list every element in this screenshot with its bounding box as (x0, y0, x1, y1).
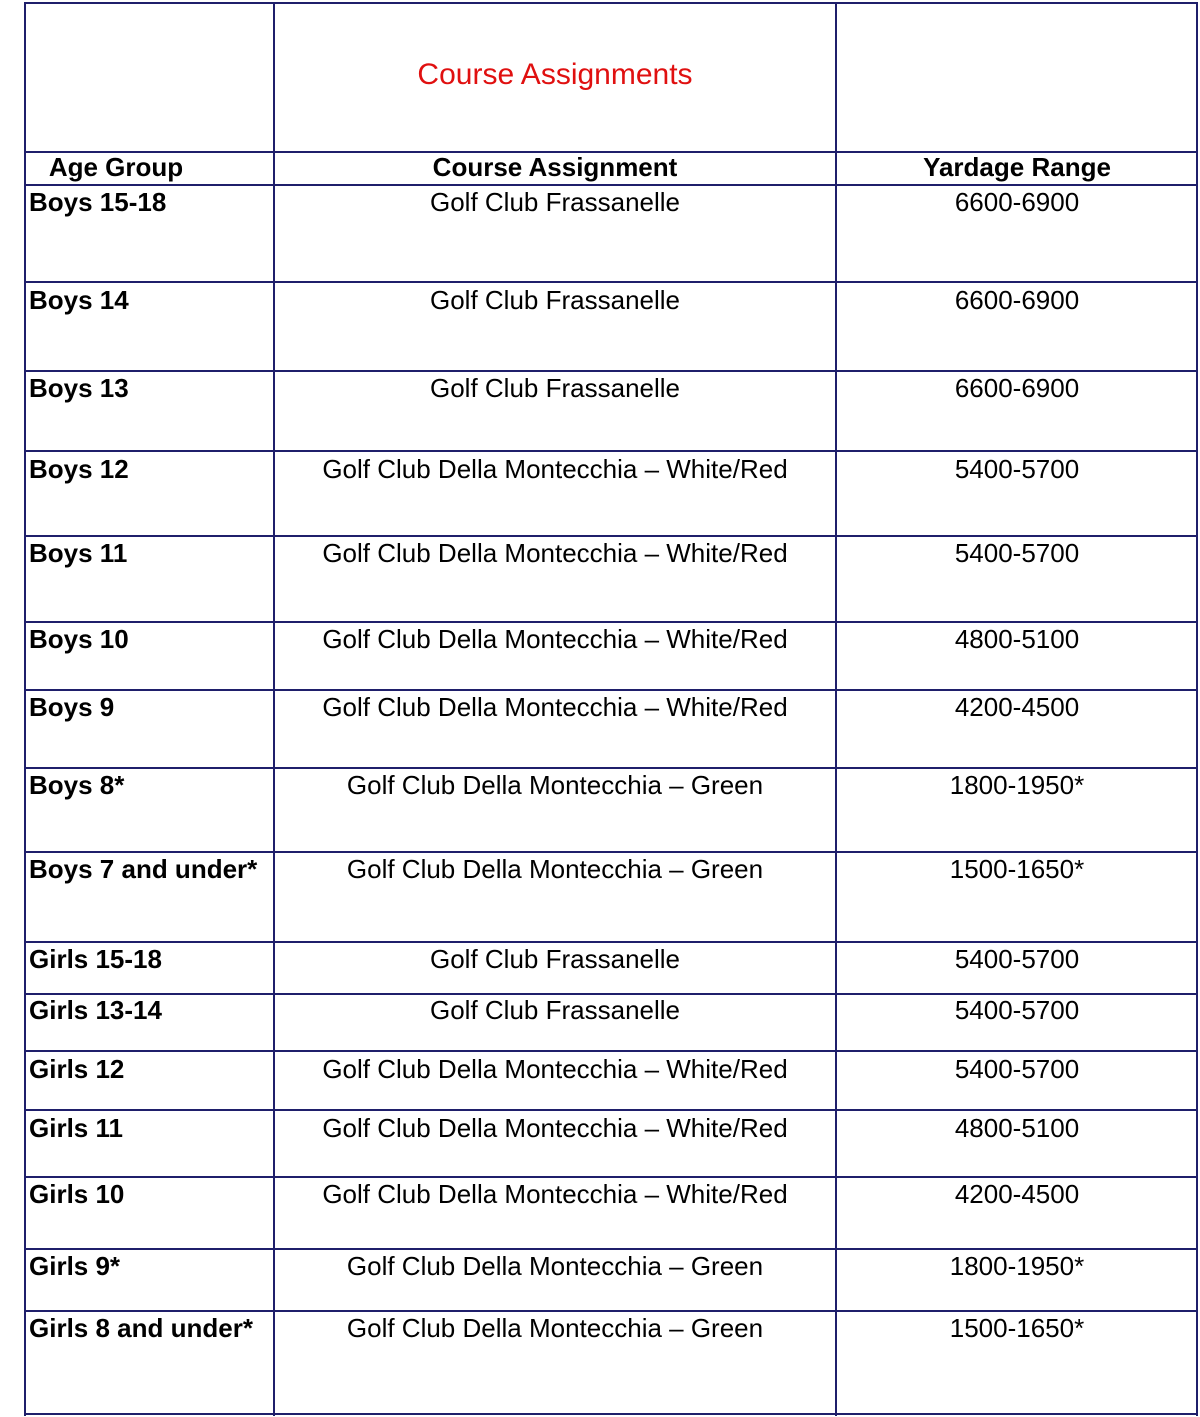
course-cell: Golf Club Della Montecchia – White/Red (322, 692, 788, 722)
course-cell: Golf Club Della Montecchia – Green (346, 1313, 764, 1343)
row-line (25, 689, 1197, 691)
table-border-top (25, 2, 1197, 4)
age-group-cell: Boys 10 (29, 624, 129, 654)
course-cell: Golf Club Della Montecchia – Green (346, 1251, 764, 1281)
table-border-left (24, 2, 26, 1416)
row-line (25, 535, 1197, 537)
age-group-cell: Boys 12 (29, 454, 129, 484)
row-line (25, 1248, 1197, 1250)
yardage-cell: 6600-6900 (954, 373, 1080, 403)
age-group-cell: Girls 10 (29, 1179, 125, 1209)
course-cell: Golf Club Frassanelle (430, 187, 680, 217)
row-line (25, 370, 1197, 372)
course-cell: Golf Club Della Montecchia – White/Red (322, 1113, 788, 1143)
header-age-group: Age Group (48, 152, 184, 182)
course-cell: Golf Club Frassanelle (430, 944, 680, 974)
age-group-cell: Girls 12 (29, 1054, 125, 1084)
age-group-cell: Girls 13-14 (29, 995, 162, 1025)
row-line (25, 1050, 1197, 1052)
page-title: Course Assignments (417, 58, 693, 91)
yardage-cell: 5400-5700 (954, 995, 1080, 1025)
row-line (25, 767, 1197, 769)
yardage-cell: 5400-5700 (954, 538, 1080, 568)
yardage-cell: 1500-1650* (949, 854, 1085, 884)
row-line (25, 1109, 1197, 1111)
yardage-cell: 4200-4500 (954, 1179, 1080, 1209)
course-cell: Golf Club Della Montecchia – White/Red (322, 454, 788, 484)
course-cell: Golf Club Della Montecchia – Green (346, 770, 764, 800)
course-cell: Golf Club Frassanelle (430, 373, 680, 403)
age-group-cell: Girls 9* (29, 1251, 121, 1281)
header-bottom-line (25, 184, 1197, 186)
course-cell: Golf Club Della Montecchia – White/Red (322, 1054, 788, 1084)
age-group-cell: Boys 14 (29, 285, 129, 315)
age-group-cell: Boys 13 (29, 373, 129, 403)
yardage-cell: 1500-1650* (949, 1313, 1085, 1343)
age-group-cell: Girls 8 and under* (29, 1313, 253, 1343)
course-cell: Golf Club Della Montecchia – White/Red (322, 624, 788, 654)
yardage-cell: 5400-5700 (954, 454, 1080, 484)
yardage-cell: 5400-5700 (954, 944, 1080, 974)
header-course-assignment: Course Assignment (432, 152, 678, 182)
age-group-cell: Girls 15-18 (29, 944, 162, 974)
age-group-cell: Boys 8* (29, 770, 125, 800)
table-border-bottom (25, 1413, 1197, 1415)
course-cell: Golf Club Della Montecchia – White/Red (322, 538, 788, 568)
yardage-cell: 4200-4500 (954, 692, 1080, 722)
age-group-cell: Boys 15-18 (29, 187, 167, 217)
yardage-cell: 5400-5700 (954, 1054, 1080, 1084)
age-group-cell: Boys 11 (29, 538, 128, 568)
age-group-cell: Girls 11 (29, 1113, 123, 1143)
yardage-cell: 4800-5100 (954, 1113, 1080, 1143)
age-group-cell: Boys 9 (29, 692, 115, 722)
yardage-cell: 4800-5100 (954, 624, 1080, 654)
row-line (25, 1176, 1197, 1178)
course-cell: Golf Club Frassanelle (430, 995, 680, 1025)
header-yardage-range: Yardage Range (923, 152, 1111, 182)
course-cell: Golf Club Frassanelle (430, 285, 680, 315)
row-line (25, 851, 1197, 853)
age-group-cell: Boys 7 and under* (29, 854, 258, 884)
row-line (25, 621, 1197, 623)
yardage-cell: 1800-1950* (949, 770, 1085, 800)
yardage-cell: 6600-6900 (954, 187, 1080, 217)
course-cell: Golf Club Della Montecchia – White/Red (322, 1179, 788, 1209)
row-line (25, 450, 1197, 452)
row-line (25, 1310, 1197, 1312)
row-line (25, 941, 1197, 943)
course-cell: Golf Club Della Montecchia – Green (346, 854, 764, 884)
yardage-cell: 6600-6900 (954, 285, 1080, 315)
yardage-cell: 1800-1950* (949, 1251, 1085, 1281)
row-line (25, 281, 1197, 283)
